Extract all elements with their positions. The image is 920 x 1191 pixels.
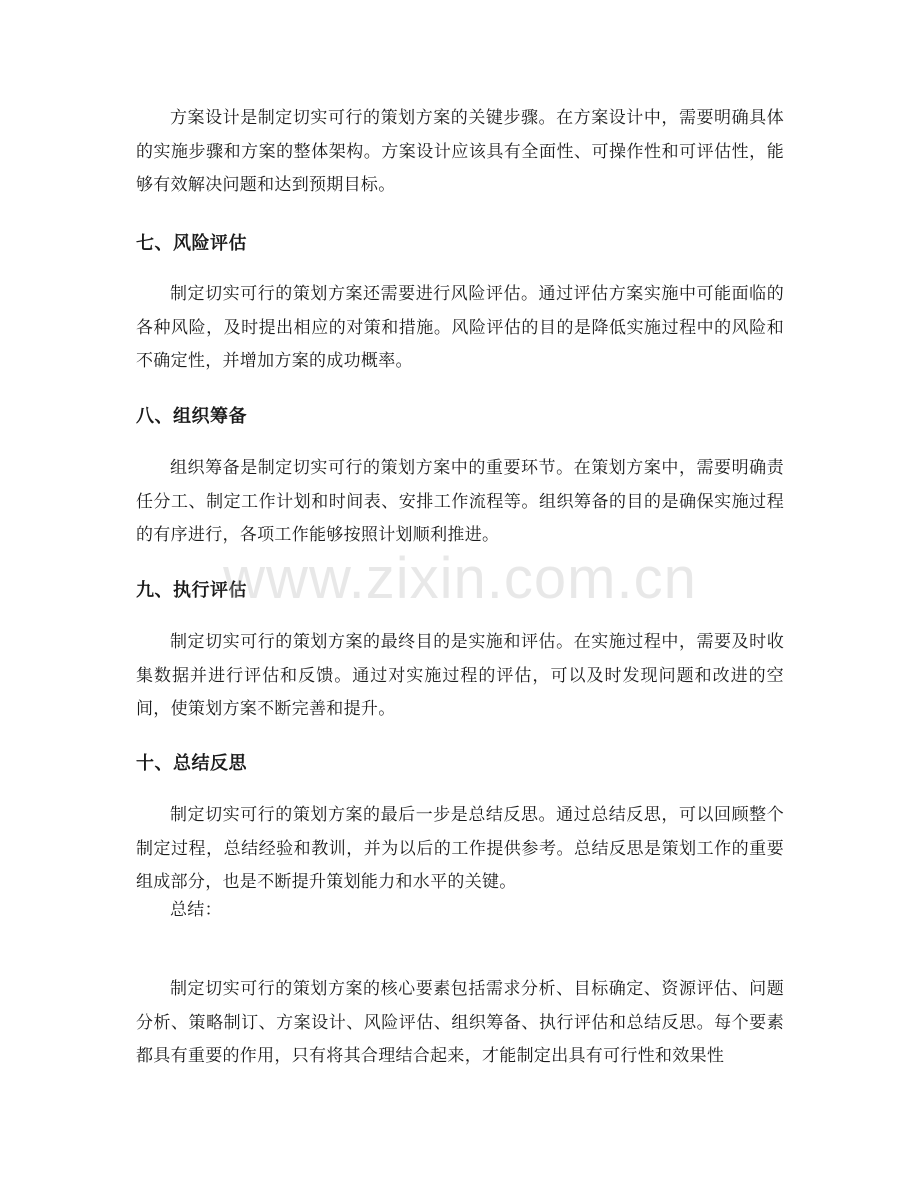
section-heading-reflection: 十、总结反思 [136,753,247,774]
paragraph-risk: 制定切实可行的策划方案还需要进行风险评估。通过评估方案实施中可能面临的各种风险，及时提出相应的对策和措施。风险评估的目的是降低实施过程中的风险和不确定性，并增加方案的成功概率。 [136,284,784,371]
paragraph-organization: 组织筹备是制定切实可行的策划方案中的重要环节。在策划方案中，需要明确责任分工、制定工作计划和时间表、安排工作流程等。组织筹备的目的是确保实施过程的有序进行，各项工作能够按照计划顺利推进。 [136,458,784,545]
paragraph-summary: 制定切实可行的策划方案的核心要素包括需求分析、目标确定、资源评估、问题分析、策略制订、方案设计、风险评估、组织筹备、执行评估和总结反思。每个要素都具有重要的作用，只有将其合理结合起来，才能制定出具有可行性和效果性 [136,979,784,1066]
watermark-text: www.zixin.com.cn [223,546,697,611]
paragraph-reflection: 制定切实可行的策划方案的最后一步是总结反思。通过总结反思，可以回顾整个制定过程，总结经验和教训，并为以后的工作提供参考。总结反思是策划工作的重要组成部分，也是不断提升策划能力和水平的关键。 [136,805,784,892]
section-heading-organization: 八、组织筹备 [136,406,247,427]
section-heading-risk: 七、风险评估 [136,233,247,254]
summary-label: 总结： [170,900,222,920]
paragraph-design: 方案设计是制定切实可行的策划方案的关键步骤。在方案设计中，需要明确具体的实施步骤和方案的整体架构。方案设计应该具有全面性、可操作性和可评估性，能够有效解决问题和达到预期目标。 [136,108,784,195]
section-heading-execution: 九、执行评估 [136,580,247,601]
paragraph-execution: 制定切实可行的策划方案的最终目的是实施和评估。在实施过程中，需要及时收集数据并进行评估和反馈。通过对实施过程的评估，可以及时发现问题和改进的空间，使策划方案不断完善和提升。 [136,632,784,719]
